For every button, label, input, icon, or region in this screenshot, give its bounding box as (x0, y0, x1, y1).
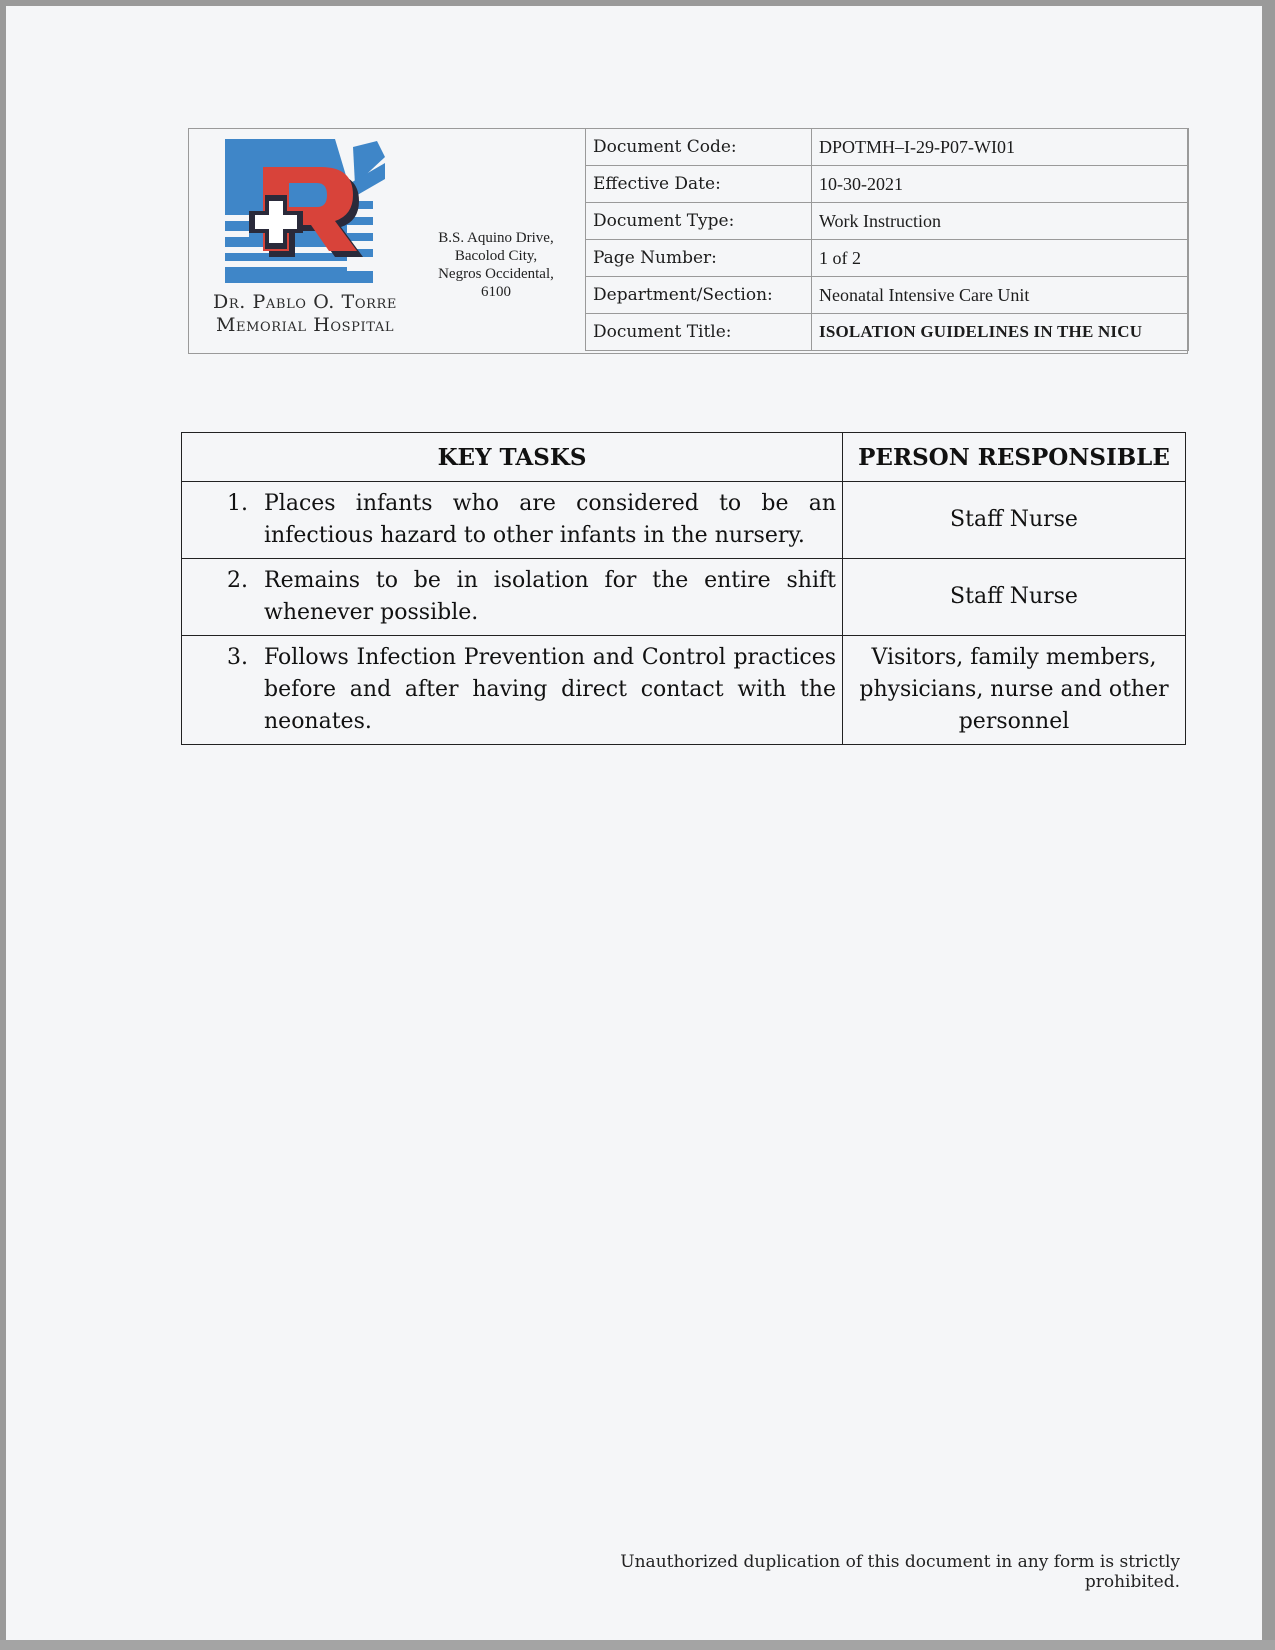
task-text: Follows Infection Prevention and Control practices before and after having direct contact with the neonates. (264, 645, 836, 734)
table-row (182, 636, 1186, 745)
scan-edge-right (1262, 0, 1275, 1650)
task-number: 2. (227, 568, 248, 593)
task-number: 3. (227, 645, 248, 670)
hospital-logo-icon (225, 139, 385, 289)
task-number: 1. (227, 491, 248, 516)
meta-label: Effective Date: (586, 166, 812, 203)
hospital-branding (189, 129, 587, 353)
task-cell (182, 482, 843, 559)
meta-label: Department/Section: (586, 277, 812, 314)
scan-edge-bottom (0, 1640, 1275, 1650)
person-cell: Visitors, family members, physicians, nurse and other personnel (843, 636, 1186, 745)
meta-row-document-code (586, 129, 1189, 166)
hospital-name-line1: Dr. Pablo O. Torre (213, 291, 397, 313)
task-cell (182, 559, 843, 636)
person-cell: Staff Nurse (843, 559, 1186, 636)
document-meta-table (585, 128, 1189, 351)
hospital-address (417, 229, 575, 301)
key-tasks-header: KEY TASKS (182, 433, 843, 482)
meta-label: Page Number: (586, 240, 812, 277)
hospital-name-line2: Memorial Hospital (215, 314, 395, 336)
meta-label: Document Type: (586, 203, 812, 240)
table-row (182, 482, 1186, 559)
address-line: B.S. Aquino Drive, (438, 230, 554, 246)
meta-label: Document Title: (586, 314, 812, 351)
meta-row-document-type (586, 203, 1189, 240)
person-responsible-header: PERSON RESPONSIBLE (843, 433, 1186, 482)
address-line: 6100 (481, 284, 511, 300)
person-cell: Staff Nurse (843, 482, 1186, 559)
document-header (188, 128, 1188, 354)
footer-notice: Unauthorized duplication of this document in any form is strictly prohibited. (620, 1552, 1180, 1592)
hospital-name (189, 291, 421, 337)
task-cell (182, 636, 843, 745)
address-line: Negros Occidental, (438, 266, 554, 282)
document-title: ISOLATION GUIDELINES IN THE NICU (812, 314, 1189, 351)
task-text: Places infants who are considered to be an infectious hazard to other infants in the nursery. (264, 491, 836, 548)
meta-value: Neonatal Intensive Care Unit (812, 277, 1189, 314)
meta-row-document-title (586, 314, 1189, 351)
meta-value: Work Instruction (812, 203, 1189, 240)
address-line: Bacolod City, (454, 248, 538, 264)
table-row (182, 559, 1186, 636)
table-header-row (182, 433, 1186, 482)
meta-row-department (586, 277, 1189, 314)
meta-value: DPOTMH–I-29-P07-WI01 (812, 129, 1189, 166)
meta-row-effective-date (586, 166, 1189, 203)
key-tasks-table (181, 432, 1186, 745)
task-text: Remains to be in isolation for the entire shift whenever possible. (264, 568, 836, 625)
meta-row-page-number (586, 240, 1189, 277)
meta-value: 1 of 2 (812, 240, 1189, 277)
meta-value: 10-30-2021 (812, 166, 1189, 203)
meta-label: Document Code: (586, 129, 812, 166)
